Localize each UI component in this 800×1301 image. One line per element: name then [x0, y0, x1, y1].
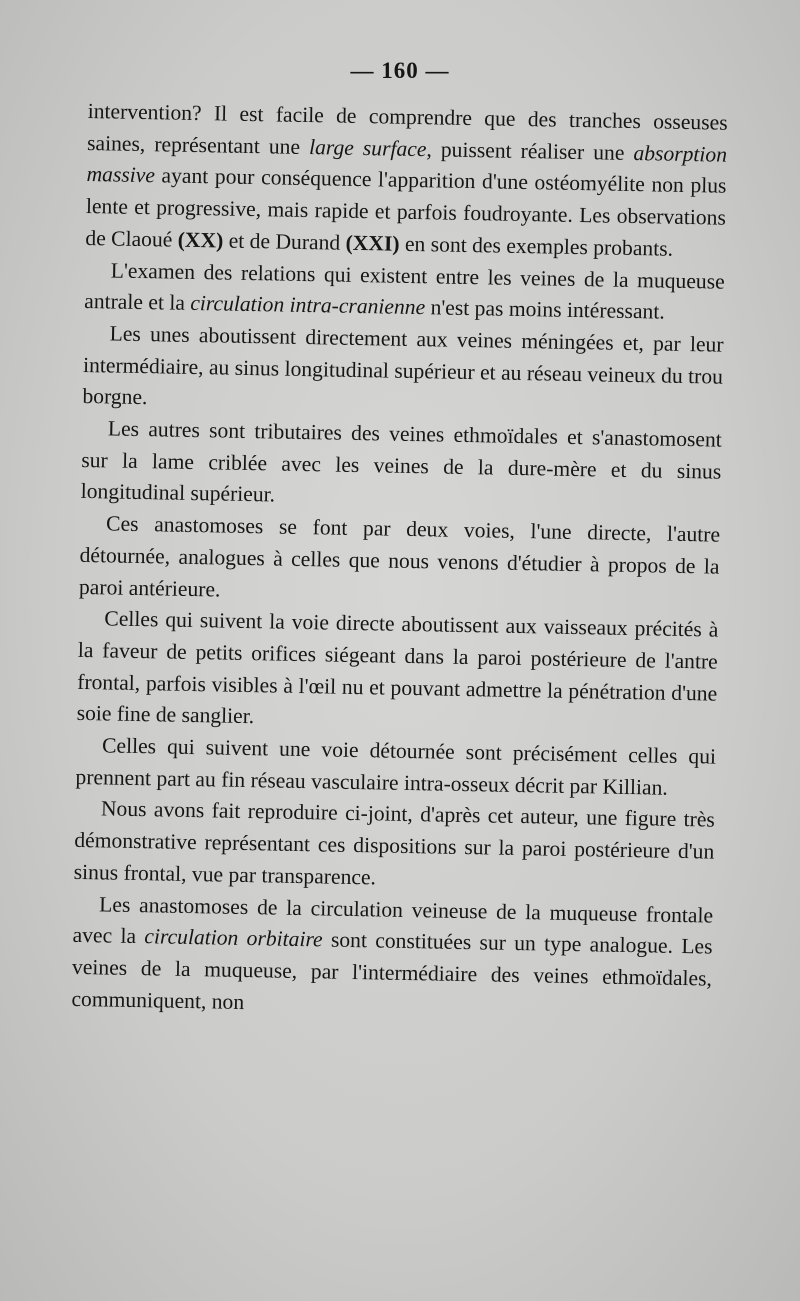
- page-number: — 160 —: [350, 58, 450, 83]
- text-run: Les anastomoses de la circulation veineuse de la muqueuse frontale avec la: [72, 891, 714, 949]
- bold-reference: (XXI): [345, 230, 400, 256]
- paragraph: [79, 508, 721, 615]
- paragraph: [85, 96, 728, 266]
- paragraph: [76, 603, 718, 742]
- text-run: Les autres sont tributaires des veines ethmoïdales et s'anastomosent sur la lame criblée avec les veines de la dure-mère et du sinus longitudinal supérieur.: [80, 416, 723, 507]
- paragraph: [71, 888, 713, 1027]
- text-run: et de Durand: [223, 228, 346, 255]
- body-text: [71, 96, 728, 1027]
- paragraph: [73, 793, 715, 900]
- italic-phrase: circulation orbitaire: [144, 924, 323, 952]
- text-run: Celles qui suivent la voie directe aboutissent aux vaisseaux précités à la faveur de petits orifices siégeant dans la paroi postérieure de l'antre frontal, parfois visibles à l'œil nu et pouvant admettre la pénétration d'une soie fine de sanglier.: [76, 606, 719, 729]
- italic-phrase: absorption massive: [86, 140, 728, 188]
- text-run: Les unes aboutissent directement aux veines méningées et, par leur intermédiaire, au sinus longitudinal supérieur et au réseau veineux du trou borgne.: [82, 321, 724, 410]
- italic-phrase: large surface: [308, 134, 427, 161]
- text-run: L'examen des relations qui existent entre les veines de la muqueuse antrale et la: [84, 257, 725, 316]
- text-run: intervention? Il est facile de comprendre que des tranches osseuses saines, représentant une: [86, 98, 728, 159]
- text-run: Celles qui suivent une voie détournée sont précisément celles qui prennent part au fin réseau vasculaire intra-osseux décrit par Killian.: [75, 733, 717, 800]
- text-run: en sont des exemples probants.: [399, 231, 674, 261]
- text-run: , puissent réaliser une: [426, 136, 634, 165]
- paragraph: [80, 413, 722, 520]
- paragraph: [84, 254, 725, 329]
- text-run: sont constituées sur un type analogue. Les veines de la muqueuse, par l'intermédiaire des veines ethmoïdales, communiquent, non: [71, 927, 713, 1014]
- text-run: Ces anastomoses se font par deux voies, l'une directe, l'autre détournée, analogues à celles que nous venons d'étudier à propos de la paroi antérieure.: [78, 511, 721, 602]
- italic-phrase: circulation intra-cranienne: [190, 291, 426, 320]
- bold-reference: (XX): [177, 227, 224, 253]
- text-run: ayant pour conséquence l'apparition d'une ostéomyélite non plus lente et progressive, mais rapide et parfois foudroyante. Les observations de Claoué: [85, 163, 727, 252]
- text-run: Nous avons fait reproduire ci-joint, d'après cet auteur, une figure très démonstrative représentant ces dispositions sur la paroi postérieure d'un sinus frontal, vue par transparence.: [73, 796, 716, 890]
- paragraph: [82, 318, 724, 425]
- paragraph: [75, 730, 716, 805]
- text-run: n'est pas moins intéressant.: [424, 295, 665, 324]
